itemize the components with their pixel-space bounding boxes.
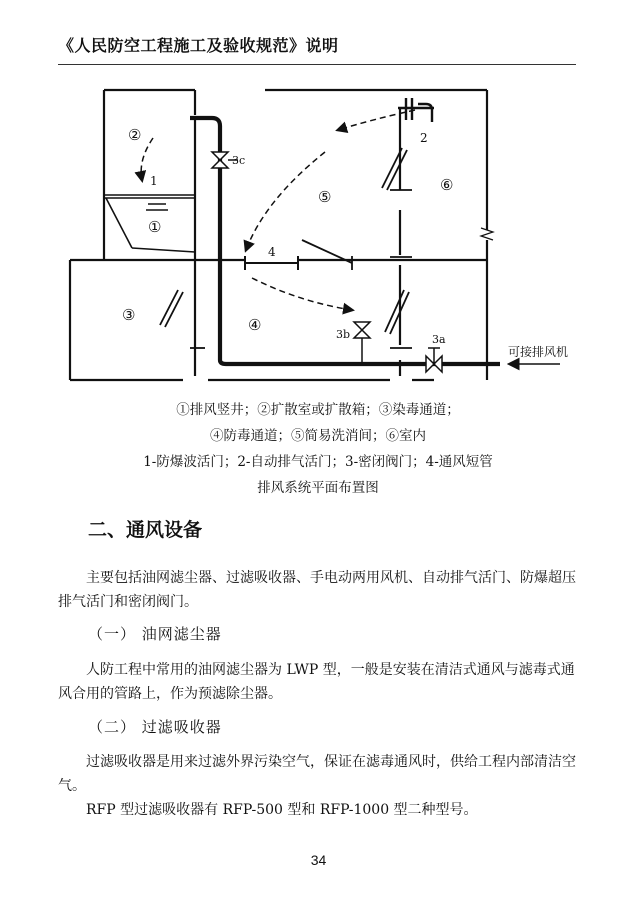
label-item-3b: 3b: [336, 328, 351, 341]
exhaust-system-diagram: [60, 80, 580, 392]
label-room-1: ①: [148, 218, 162, 236]
paragraph-filter-absorber: 过滤吸收器是用来过滤外界污染空气，保证在滤毒通风时，供给工程内部清洁空气。: [58, 754, 576, 794]
label-item-1: 1: [150, 174, 158, 188]
label-exhaust-fan: 可接排风机: [508, 345, 569, 359]
paragraph-equipment-overview: 主要包括油网滤尘器、过滤吸收器、手电动两用风机、自动排气活门、防爆超压排气活门和密闭阀门。: [58, 570, 576, 610]
valve-3a-symbol: [426, 348, 442, 372]
section-heading: 二、通风设备: [88, 519, 203, 541]
label-item-3a: 3a: [432, 333, 446, 346]
paragraph-oil-net-filter: 人防工程中常用的油网滤尘器为 LWP 型，一般是安装在清洁式通风与滤毒式通风合用的管路上，作为预滤除尘器。: [58, 662, 575, 702]
label-room-4: ④: [248, 316, 262, 334]
diagram-figure-title: 排风系统平面布置图: [257, 480, 379, 496]
airflow-dashed-arrows: [141, 110, 415, 310]
label-item-2: 2: [420, 131, 428, 145]
label-item-4: 4: [268, 245, 276, 259]
wall-break-symbol: [481, 228, 493, 240]
label-room-3: ③: [122, 306, 136, 324]
door-symbols: [160, 148, 412, 348]
label-item-3c: 3c: [232, 154, 246, 167]
running-header-title: 《人民防空工程施工及验收规范》说明: [58, 38, 339, 55]
diagram-caption-line-2: ④防毒通道；⑤简易洗消间；⑥室内: [210, 428, 426, 444]
label-room-5: ⑤: [318, 188, 332, 206]
subheading-filter-absorber: （二） 过滤吸收器: [88, 718, 222, 736]
subheading-oil-net-filter: （一） 油网滤尘器: [88, 625, 222, 643]
label-room-2: ②: [128, 126, 142, 144]
label-room-6: ⑥: [440, 176, 454, 194]
diagram-caption-line-3: 1-防爆波活门；2-自动排气活门；3-密闭阀门；4-通风短管: [143, 454, 493, 470]
paragraph-rfp-models: RFP 型过滤吸收器有 RFP-500 型和 RFP-1000 型二种型号。: [86, 802, 478, 818]
valve-3b-symbol: [354, 322, 370, 364]
auto-exhaust-valve-symbol: [398, 98, 434, 122]
diagram-caption-line-1: ①排风竖井；②扩散室或扩散箱；③染毒通道；: [176, 402, 460, 418]
page-number: 34: [310, 852, 327, 868]
header-rule: [58, 64, 576, 65]
